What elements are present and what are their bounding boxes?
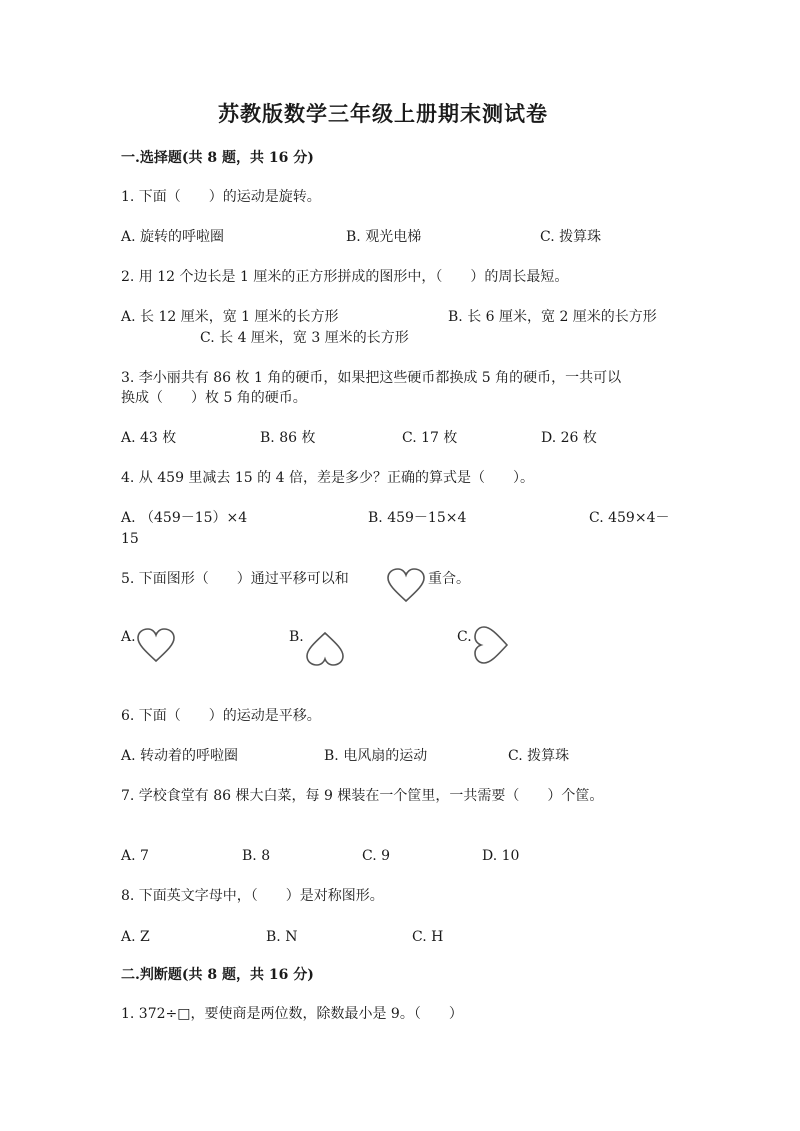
question-3-stem-line1: 3. 李小丽共有 86 枚 1 角的硬币，如果把这些硬币都换成 5 角的硬币，一共可以 xyxy=(121,370,622,386)
question-5-stem-before: 5. 下面图形（ ）通过平移可以和 xyxy=(121,571,349,587)
question-8-option-b: B. N xyxy=(266,929,298,945)
question-5-option-c: C. xyxy=(457,629,472,645)
question-1-option-c: C. 拨算珠 xyxy=(540,229,602,245)
question-5-option-b: B. xyxy=(289,629,304,645)
section-heading-judgement: 二.判断题(共 8 题，共 16 分) xyxy=(121,967,314,983)
question-6-option-b: B. 电风扇的运动 xyxy=(324,748,428,764)
question-3-option-b: B. 86 枚 xyxy=(260,430,316,446)
question-2-stem: 2. 用 12 个边长是 1 厘米的正方形拼成的图形中，（ ）的周长最短。 xyxy=(121,269,569,285)
question-7-stem: 7. 学校食堂有 86 棵大白菜，每 9 棵装在一个筐里，一共需要（ ）个筐。 xyxy=(121,788,604,804)
question-6-option-a: A. 转动着的呼啦圈 xyxy=(121,748,239,764)
question-3-option-a: A. 43 枚 xyxy=(121,430,177,446)
question-4-option-b: B. 459－15×4 xyxy=(368,510,467,526)
question-7-option-c: C. 9 xyxy=(362,848,391,864)
question-6-stem: 6. 下面（ ）的运动是平移。 xyxy=(121,708,321,724)
question-5-stem-after: 重合。 xyxy=(428,571,470,587)
section-heading-choice: 一.选择题(共 8 题，共 16 分) xyxy=(121,150,314,166)
question-8-option-c: C. H xyxy=(412,929,444,945)
question-7-option-d: D. 10 xyxy=(482,848,520,864)
question-3-option-c: C. 17 枚 xyxy=(402,430,458,446)
question-5-option-a: A. xyxy=(121,629,136,645)
question-8-stem: 8. 下面英文字母中，（ ）是对称图形。 xyxy=(121,888,384,904)
judgement-1-stem: 1. 372÷□，要使商是两位数，除数最小是 9。（ ） xyxy=(121,1006,463,1022)
question-4-stem: 4. 从 459 里减去 15 的 4 倍，差是多少？正确的算式是（ ）。 xyxy=(121,470,534,486)
question-4-option-a: A. （459－15）×4 xyxy=(121,510,248,526)
question-1-option-a: A. 旋转的呼啦圈 xyxy=(121,229,225,245)
page-title: 苏教版数学三年级上册期末测试卷 xyxy=(218,101,548,126)
heart-option-b-icon xyxy=(305,630,345,666)
question-6-option-c: C. 拨算珠 xyxy=(508,748,570,764)
question-8-option-a: A. Z xyxy=(121,929,150,945)
question-4-option-c-cont: 15 xyxy=(121,531,139,547)
question-2-option-a: A. 长 12 厘米，宽 1 厘米的长方形 xyxy=(121,309,339,325)
reference-heart-icon xyxy=(386,568,426,604)
question-4-option-c: C. 459×4－ xyxy=(589,510,670,526)
question-2-option-c: C. 长 4 厘米，宽 3 厘米的长方形 xyxy=(200,330,409,346)
question-7-option-a: A. 7 xyxy=(121,848,149,864)
question-1-option-b: B. 观光电梯 xyxy=(346,229,422,245)
question-1-stem: 1. 下面（ ）的运动是旋转。 xyxy=(121,189,321,205)
heart-option-a-icon xyxy=(136,628,176,664)
question-2-option-b: B. 长 6 厘米，宽 2 厘米的长方形 xyxy=(448,309,657,325)
heart-option-c-icon xyxy=(474,625,510,665)
question-7-option-b: B. 8 xyxy=(242,848,271,864)
question-3-option-d: D. 26 枚 xyxy=(541,430,597,446)
question-3-stem-line2: 换成（ ）枚 5 角的硬币。 xyxy=(121,390,307,406)
